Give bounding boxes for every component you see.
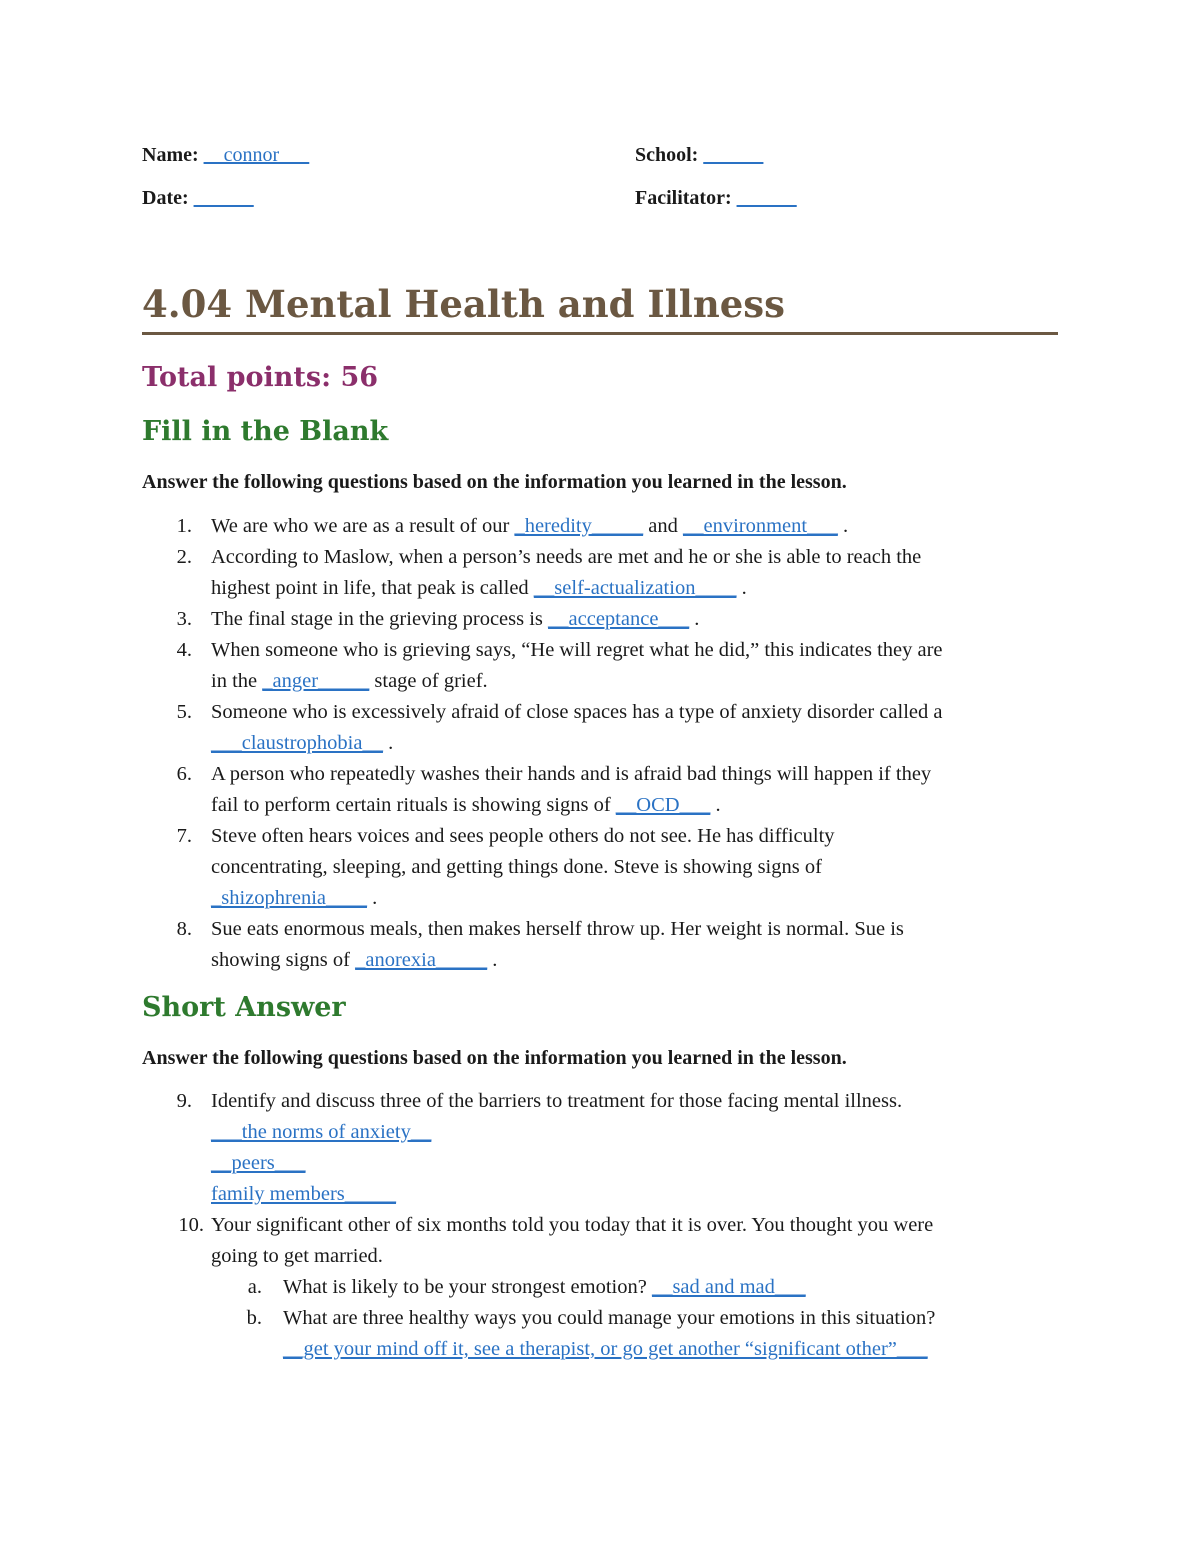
question-text-part: . [487, 949, 498, 971]
question-text-line: Your significant other of six months told you today that it is over. You thought you were [211, 1214, 934, 1236]
facilitator-label: Facilitator: [635, 187, 732, 209]
question-text-part: . [382, 732, 394, 754]
short-answer-heading: Short Answer [142, 992, 346, 1023]
question-text-part: and [643, 515, 683, 537]
answer-shizophrenia[interactable]: _shizophrenia____ [211, 887, 367, 909]
question-number: 4. [176, 639, 192, 661]
answer-environment[interactable]: __environment___ [682, 515, 838, 537]
question-number: 9. [176, 1090, 192, 1112]
question-text-part: . [689, 608, 700, 630]
question-text [211, 697, 1071, 759]
date-field [142, 187, 254, 210]
question-text-part: highest point in life, that peak is called [211, 577, 534, 599]
question-number: 10. [178, 1214, 204, 1236]
name-label: Name: [142, 144, 199, 166]
page-title: 4.04 Mental Health and Illness [142, 282, 1058, 335]
question-text-line: Identify and discuss three of the barriers to treatment for those facing mental illness. [211, 1090, 903, 1112]
answer-family-members[interactable]: family members_____ [211, 1183, 397, 1205]
question-text [211, 604, 699, 635]
question-text-part: . [736, 577, 747, 599]
answer-self-actualization[interactable]: __self-actualization____ [533, 577, 737, 599]
question-text [283, 1272, 806, 1303]
question-text-part: in the [211, 670, 263, 692]
sub-question-letter: a. [247, 1276, 262, 1298]
question-text-line: going to get married. [211, 1245, 383, 1267]
question-text-part: stage of grief. [369, 670, 488, 692]
question-number: 3. [176, 608, 192, 630]
question-text-part: . [710, 794, 721, 816]
answer-acceptance[interactable]: __acceptance___ [548, 608, 690, 630]
question-number: 7. [176, 825, 192, 847]
answer-anger[interactable]: _anger_____ [262, 670, 370, 692]
short-answer-instructions: Answer the following questions based on the information you learned in the lesson. [142, 1047, 847, 1069]
question-text [211, 542, 1071, 604]
question-text-part: What is likely to be your strongest emotion? [283, 1276, 652, 1298]
answer-anorexia[interactable]: _anorexia_____ [355, 949, 488, 971]
answer-norms-of-anxiety[interactable]: ___the norms of anxiety__ [211, 1121, 432, 1143]
question-text-part: . [367, 887, 378, 909]
question-text [211, 914, 1071, 976]
answer-ocd[interactable]: __OCD___ [615, 794, 711, 816]
question-text-line: What are three healthy ways you could manage your emotions in this situation? [283, 1307, 936, 1329]
fill-in-blank-instructions: Answer the following questions based on the information you learned in the lesson. [142, 471, 847, 493]
date-value[interactable]: ______ [193, 187, 254, 209]
question-text-line: Sue eats enormous meals, then makes herself throw up. Her weight is normal. Sue is [211, 918, 904, 940]
question-text [211, 759, 1071, 821]
answer-strongest-emotion[interactable]: __sad and mad___ [651, 1276, 806, 1298]
question-text-line: Steve often hears voices and sees people others do not see. He has difficulty [211, 825, 835, 847]
question-text-part: We are who we are as a result of our [211, 515, 515, 537]
question-text-part: The final stage in the grieving process is [211, 608, 549, 630]
facilitator-value[interactable]: ______ [736, 187, 797, 209]
question-text [211, 1086, 1071, 1210]
total-points: Total points: 56 [142, 362, 379, 393]
question-text-part: showing signs of [211, 949, 356, 971]
answer-healthy-ways[interactable]: __get your mind off it, see a therapist, or go get another “significant other”___ [283, 1338, 928, 1360]
school-field [635, 144, 763, 167]
answer-claustrophobia[interactable]: ___claustrophobia__ [211, 732, 383, 754]
question-text-line: According to Maslow, when a person’s needs are met and he or she is able to reach the [211, 546, 922, 568]
question-text-line: A person who repeatedly washes their hands and is afraid bad things will happen if they [211, 763, 932, 785]
answer-peers[interactable]: __peers___ [211, 1152, 306, 1174]
question-text-part: . [837, 515, 849, 537]
question-number: 5. [176, 701, 192, 723]
name-value[interactable]: __connor___ [203, 144, 310, 166]
question-text [283, 1303, 1083, 1365]
sub-question-letter: b. [246, 1307, 262, 1329]
school-value[interactable]: ______ [703, 144, 764, 166]
question-text-line: When someone who is grieving says, “He will regret what he did,” this indicates they are [211, 639, 943, 661]
question-text-line: concentrating, sleeping, and getting things done. Steve is showing signs of [211, 856, 822, 878]
question-text [211, 821, 1071, 914]
facilitator-field [635, 187, 797, 210]
question-number: 2. [176, 546, 192, 568]
school-label: School: [635, 144, 699, 166]
date-label: Date: [142, 187, 189, 209]
question-text [211, 511, 848, 542]
question-text-part: fail to perform certain rituals is showing signs of [211, 794, 616, 816]
question-number: 8. [176, 918, 192, 940]
question-number: 6. [176, 763, 192, 785]
fill-in-blank-heading: Fill in the Blank [142, 416, 389, 447]
question-number: 1. [176, 515, 192, 537]
question-text [211, 1210, 1071, 1272]
question-text [211, 635, 1071, 697]
question-text-line: Someone who is excessively afraid of close spaces has a type of anxiety disorder called a [211, 701, 943, 723]
answer-heredity[interactable]: _heredity_____ [514, 515, 644, 537]
name-field [142, 144, 309, 167]
